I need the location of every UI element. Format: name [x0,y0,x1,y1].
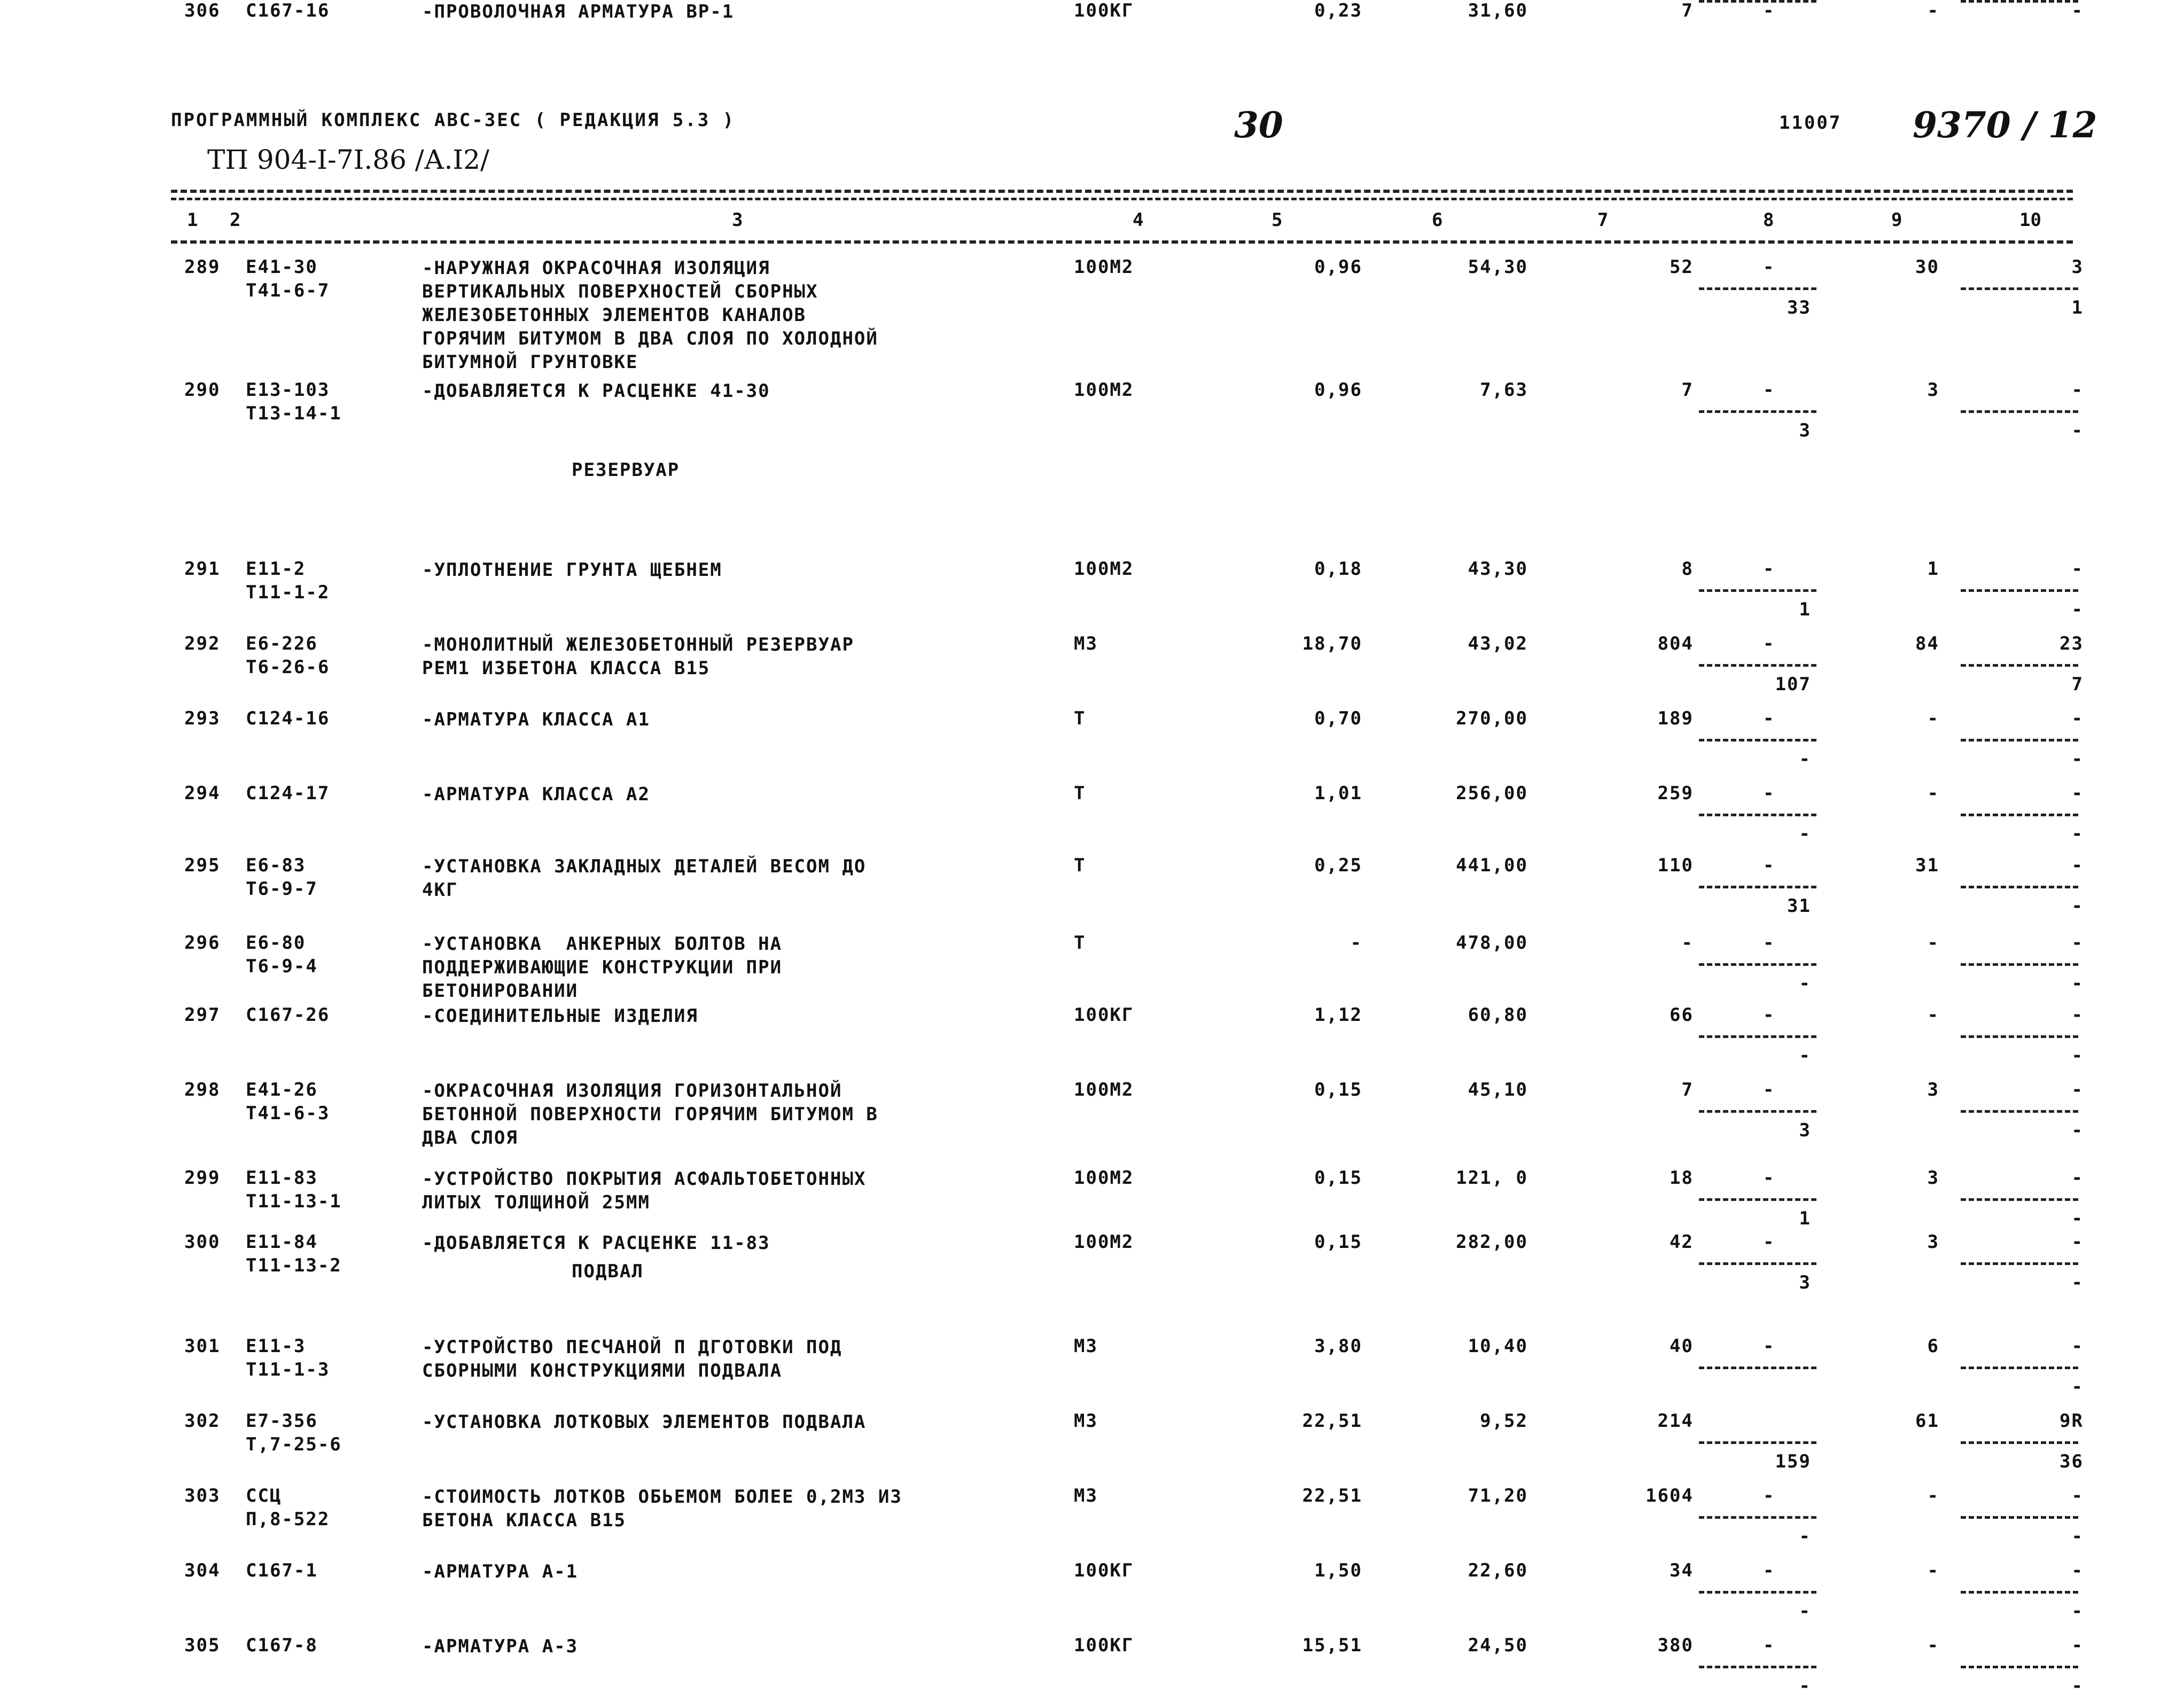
col10-fraction-line [1961,886,2078,888]
rate-code: ССЦ [246,1485,282,1506]
col8-fraction-line [1699,1666,1816,1668]
col8-top: - [1763,708,1775,729]
column-header-1: 1 [187,209,198,231]
unit-price: 45,10 [1468,1079,1528,1100]
row-number: 292 [184,633,221,654]
section-title: РЕЗЕРВУАР [572,459,680,481]
col9-value: 31 [1915,855,1939,876]
col8-fraction-line [1699,589,1816,592]
rate-code-secondary: Т41-6-3 [246,1103,330,1124]
col10-bottom: - [2071,1675,2084,1697]
col9-value: 3 [1927,1231,1939,1253]
col8-bottom: 159 [1775,1451,1811,1472]
quantity: 22,51 [1302,1410,1362,1432]
quantity: 0,15 [1314,1167,1362,1189]
col8-top: - [1763,1079,1775,1100]
col10-bottom: - [2071,1376,2084,1397]
total-cost: 40 [1670,1336,1694,1357]
col10-top: - [2071,1231,2084,1253]
col8-top: - [1763,633,1775,654]
quantity: 15,51 [1302,1635,1362,1656]
col10-top: - [2071,1485,2084,1506]
col9-value: - [1927,708,1939,729]
unit: 100КГ [1074,1635,1134,1656]
row-number: 291 [184,558,221,580]
col8-top: - [1763,0,1775,21]
row-number: 299 [184,1167,221,1189]
column-header-4: 4 [1133,209,1144,231]
unit-price: 7,63 [1480,379,1528,401]
top-divider [171,190,2073,193]
work-description: -СТОИМОСТЬ ЛОТКОВ ОБЬЕМОМ БОЛЕЕ 0,2М3 ИЗ БЕТОНА КЛАССА В15 [422,1486,902,1531]
unit-price: 9,52 [1480,1410,1528,1432]
col10-top: - [2071,1167,2084,1189]
row-number: 295 [184,855,221,876]
row-number: 298 [184,1079,221,1100]
work-description: -ПРОВОЛОЧНАЯ АРМАТУРА ВР-1 [422,1,735,22]
unit-price: 71,20 [1468,1485,1528,1506]
col10-bottom: 36 [2060,1451,2084,1472]
rate-code-secondary: Т,7-25-6 [246,1434,342,1455]
rate-code: Е6-80 [246,932,306,954]
col8-top: - [1763,1635,1775,1656]
col10-bottom: - [2071,748,2084,770]
unit-price: 43,30 [1468,558,1528,580]
total-cost: 18 [1670,1167,1694,1189]
unit: Т [1074,783,1086,804]
col10-fraction-line [1961,1198,2078,1201]
unit: М3 [1074,633,1098,654]
col8-fraction-line [1699,1198,1816,1201]
work-description: -НАРУЖНАЯ ОКРАСОЧНАЯ ИЗОЛЯЦИЯ ВЕРТИКАЛЬНЫХ ПОВЕРХНОСТЕЙ СБОРНЫХ ЖЕЛЕЗОБЕТОННЫХ ЭЛЕМЕНТОВ КАНАЛОВ ГОРЯЧИМ БИТУМОМ В ДВА СЛОЯ ПО ХОЛОДНОЙ БИТУМНОЙ ГРУНТОВКЕ [422,257,878,373]
col9-value: - [1927,783,1939,804]
col8-fraction-line [1699,0,1816,3]
col10-fraction-line [1961,589,2078,592]
col10-top: - [2071,932,2084,954]
col10-top: 3 [2071,256,2084,278]
col10-top: - [2071,783,2084,804]
col10-fraction-line [1961,1516,2078,1519]
quantity: 1,12 [1314,1004,1362,1026]
col10-fraction-line [1961,814,2078,816]
rate-code-secondary: П,8-522 [246,1509,330,1530]
col10-fraction-line [1961,1367,2078,1369]
work-description: -УСТАНОВКА ЛОТКОВЫХ ЭЛЕМЕНТОВ ПОДВАЛА [422,1411,867,1433]
row-number: 300 [184,1231,221,1253]
unit: 100М2 [1074,1079,1134,1100]
rate-code-secondary: Т11-13-1 [246,1191,342,1212]
row-number: 293 [184,708,221,729]
column-header-6: 6 [1432,209,1443,231]
work-description: -АРМАТУРА А-3 [422,1636,579,1657]
quantity: 0,23 [1314,0,1362,21]
rate-code: Е11-3 [246,1336,306,1357]
col8-bottom: - [1799,1526,1811,1547]
col8-bottom: 3 [1799,1272,1811,1293]
col10-top: - [2071,1560,2084,1581]
col8-bottom: 33 [1787,297,1811,318]
top-divider-2 [171,198,2073,200]
rate-code-secondary: Т11-1-3 [246,1359,330,1380]
col10-top: - [2071,1079,2084,1100]
col8-top: - [1763,855,1775,876]
col8-bottom: - [1799,748,1811,770]
col8-top: - [1763,1336,1775,1357]
col10-top: 9R [2060,1410,2084,1432]
col10-top: - [2071,1635,2084,1656]
code-number: 11007 [1779,112,1842,134]
col10-bottom: - [2071,599,2084,620]
work-description: -АРМАТУРА А-1 [422,1561,579,1582]
col8-fraction-line [1699,963,1816,966]
total-cost: 1604 [1645,1485,1694,1506]
unit-price: 60,80 [1468,1004,1528,1026]
col8-bottom: 3 [1799,420,1811,441]
col9-value: 3 [1927,1079,1939,1100]
col9-value: - [1927,1485,1939,1506]
rate-code-secondary: Т11-13-2 [246,1255,342,1276]
col10-bottom: - [2071,1526,2084,1547]
col8-fraction-line [1699,1110,1816,1113]
work-description: -ОКРАСОЧНАЯ ИЗОЛЯЦИЯ ГОРИЗОНТАЛЬНОЙ БЕТОННОЙ ПОВЕРХНОСТИ ГОРЯЧИМ БИТУМОМ В ДВА СЛОЯ [422,1080,878,1149]
column-header-2: 2 [230,209,241,231]
col10-top: - [2071,708,2084,729]
col9-value: - [1927,1004,1939,1026]
col8-bottom: - [1799,823,1811,845]
section-title: ПОДВАЛ [572,1261,644,1282]
col10-bottom: - [2071,823,2084,845]
col10-fraction-line [1961,1262,2078,1265]
total-cost: 7 [1681,379,1694,401]
work-description: -АРМАТУРА КЛАССА А2 [422,784,650,805]
col9-value: 84 [1915,633,1939,654]
col10-fraction-line [1961,664,2078,667]
column-header-5: 5 [1272,209,1283,231]
col8-fraction-line [1699,287,1816,290]
col8-fraction-line [1699,1035,1816,1038]
col10-top: 23 [2060,633,2084,654]
col8-bottom: - [1799,1600,1811,1622]
col9-value: - [1927,1560,1939,1581]
total-cost: 34 [1670,1560,1694,1581]
col8-fraction-line [1699,1516,1816,1519]
col8-top: - [1763,932,1775,954]
col8-bottom: 3 [1799,1120,1811,1141]
unit-price: 282,00 [1456,1231,1528,1253]
unit: М3 [1074,1410,1098,1432]
col9-value: - [1927,0,1939,21]
header-divider [171,240,2073,244]
rate-code: Е7-356 [246,1410,318,1432]
archive-number: 9370 / 12 [1913,104,2097,146]
rate-code: С167-26 [246,1004,330,1026]
col10-fraction-line [1961,1441,2078,1444]
col8-bottom: 107 [1775,674,1811,695]
total-cost: 7 [1681,1079,1694,1100]
quantity: 0,15 [1314,1079,1362,1100]
quantity: 0,96 [1314,256,1362,278]
row-number: 290 [184,379,221,401]
col10-fraction-line [1961,739,2078,741]
col8-top: - [1763,558,1775,580]
total-cost: 66 [1670,1004,1694,1026]
col10-fraction-line [1961,963,2078,966]
col8-top: - [1763,1231,1775,1253]
unit: 100М2 [1074,1231,1134,1253]
program-header: ПРОГРАММНЫЙ КОМПЛЕКС АВС-ЗЕС ( РЕДАКЦИЯ 5.3 ) [171,110,736,131]
col10-fraction-line [1961,1666,2078,1668]
rate-code: С167-16 [246,0,330,21]
rate-code: С167-1 [246,1560,318,1581]
rate-code-secondary: Т11-1-2 [246,582,330,603]
rate-code: С124-17 [246,783,330,804]
work-description: -УСТАНОВКА АНКЕРНЫХ БОЛТОВ НА ПОДДЕРЖИВАЮЩИЕ КОНСТРУКЦИИ ПРИ БЕТОНИРОВАНИИ [422,933,783,1002]
col10-bottom: - [2071,1120,2084,1141]
col10-top: - [2071,855,2084,876]
unit-price: 270,00 [1456,708,1528,729]
col9-value: 6 [1927,1336,1939,1357]
col9-value: 3 [1927,379,1939,401]
quantity: 1,50 [1314,1560,1362,1581]
row-number: 294 [184,783,221,804]
col10-top: - [2071,1004,2084,1026]
rate-code-secondary: Т41-6-7 [246,280,330,301]
total-cost: - [1681,932,1694,954]
rate-code: Е13-103 [246,379,330,401]
rate-code: Е11-2 [246,558,306,580]
col9-value: 1 [1927,558,1939,580]
unit: 100М2 [1074,379,1134,401]
rate-code: Е41-26 [246,1079,318,1100]
col10-top: - [2071,379,2084,401]
col8-bottom: - [1799,1675,1811,1697]
work-description: -ДОБАВЛЯЕТСЯ К РАСЦЕНКЕ 41-30 [422,380,770,402]
row-number: 305 [184,1635,221,1656]
col9-value: - [1927,1635,1939,1656]
quantity: 3,80 [1314,1336,1362,1357]
total-cost: 7 [1681,0,1694,21]
col10-bottom: - [2071,420,2084,441]
work-description: -АРМАТУРА КЛАССА А1 [422,709,650,730]
row-number: 303 [184,1485,221,1506]
quantity: 1,01 [1314,783,1362,804]
work-description: -УПЛОТНЕНИЕ ГРУНТА ЩЕБНЕМ [422,559,722,581]
col10-bottom: - [2071,1272,2084,1293]
project-code: ТП 904-I-7I.86 /А.I2/ [207,144,489,175]
quantity: 22,51 [1302,1485,1362,1506]
unit: Т [1074,932,1086,954]
unit: М3 [1074,1485,1098,1506]
quantity: 18,70 [1302,633,1362,654]
col8-bottom: 31 [1787,895,1811,917]
column-header-9: 9 [1891,209,1902,231]
col10-top: - [2071,1336,2084,1357]
col8-fraction-line [1699,886,1816,888]
unit-price: 441,00 [1456,855,1528,876]
unit: 100М2 [1074,1167,1134,1189]
col10-bottom: 1 [2071,297,2084,318]
page-number: 30 [1234,104,1283,146]
rate-code-secondary: Т13-14-1 [246,403,342,424]
unit: 100КГ [1074,1560,1134,1581]
work-description: -СОЕДИНИТЕЛЬНЫЕ ИЗДЕЛИЯ [422,1005,698,1027]
col9-value: 61 [1915,1410,1939,1432]
total-cost: 380 [1657,1635,1694,1656]
col10-fraction-line [1961,1591,2078,1594]
col10-top: - [2071,0,2084,21]
col8-fraction-line [1699,1441,1816,1444]
col9-value: 30 [1915,256,1939,278]
total-cost: 189 [1657,708,1694,729]
col10-bottom: - [2071,1045,2084,1066]
quantity: 0,18 [1314,558,1362,580]
col8-fraction-line [1699,814,1816,816]
column-header-10: 10 [2019,209,2041,231]
col10-top: - [2071,558,2084,580]
total-cost: 804 [1657,633,1694,654]
unit-price: 31,60 [1468,0,1528,21]
quantity: 0,15 [1314,1231,1362,1253]
rate-code-secondary: Т6-9-4 [246,956,318,977]
col8-fraction-line [1699,739,1816,741]
unit-price: 10,40 [1468,1336,1528,1357]
row-number: 296 [184,932,221,954]
row-number: 297 [184,1004,221,1026]
total-cost: 42 [1670,1231,1694,1253]
col8-fraction-line [1699,410,1816,413]
col8-top: - [1763,379,1775,401]
total-cost: 52 [1670,256,1694,278]
col8-top: - [1763,256,1775,278]
col8-fraction-line [1699,1262,1816,1265]
unit: Т [1074,855,1086,876]
unit: М3 [1074,1336,1098,1357]
unit-price: 22,60 [1468,1560,1528,1581]
col8-fraction-line [1699,1367,1816,1369]
unit: 100М2 [1074,256,1134,278]
unit-price: 43,02 [1468,633,1528,654]
work-description: -ДОБАВЛЯЕТСЯ К РАСЦЕНКЕ 11-83 [422,1232,770,1254]
col10-bottom: - [2071,1208,2084,1229]
work-description: -УСТАНОВКА ЗАКЛАДНЫХ ДЕТАЛЕЙ ВЕСОМ ДО 4КГ [422,856,867,901]
rate-code-secondary: Т6-26-6 [246,657,330,678]
col10-bottom: - [2071,973,2084,994]
col8-fraction-line [1699,1591,1816,1594]
row-number: 289 [184,256,221,278]
col8-bottom: - [1799,1045,1811,1066]
col8-bottom: 1 [1799,1208,1811,1229]
total-cost: 214 [1657,1410,1694,1432]
col10-fraction-line [1961,0,2078,3]
col8-top: - [1763,1167,1775,1189]
col10-bottom: - [2071,895,2084,917]
col10-bottom: 7 [2071,674,2084,695]
col10-fraction-line [1961,1110,2078,1113]
total-cost: 110 [1657,855,1694,876]
work-description: -МОНОЛИТНЫЙ ЖЕЛЕЗОБЕТОННЫЙ РЕЗЕРВУАР РЕМ1 ИЗБЕТОНА КЛАССА В15 [422,634,854,679]
row-number: 306 [184,0,221,21]
col9-value: 3 [1927,1167,1939,1189]
col8-bottom: - [1799,973,1811,994]
quantity: 0,25 [1314,855,1362,876]
column-header-8: 8 [1763,209,1774,231]
rate-code-secondary: Т6-9-7 [246,878,318,900]
work-description: -УСТРОЙСТВО ПОКРЫТИЯ АСФАЛЬТОБЕТОННЫХ ЛИТЫХ ТОЛЩИНОЙ 25ММ [422,1168,867,1213]
quantity: 0,96 [1314,379,1362,401]
total-cost: 8 [1681,558,1694,580]
col8-top: - [1763,1004,1775,1026]
unit: 100М2 [1074,558,1134,580]
row-number: 304 [184,1560,221,1581]
col9-value: - [1927,932,1939,954]
col10-bottom: - [2071,1600,2084,1622]
col8-fraction-line [1699,664,1816,667]
unit-price: 54,30 [1468,256,1528,278]
work-description: -УСТРОЙСТВО ПЕСЧАНОЙ П ДГОТОВКИ ПОД СБОРНЫМИ КОНСТРУКЦИЯМИ ПОДВАЛА [422,1337,843,1381]
unit-price: 478,00 [1456,932,1528,954]
unit-price: 256,00 [1456,783,1528,804]
col8-top: - [1763,783,1775,804]
rate-code: Е11-83 [246,1167,318,1189]
col8-bottom: 1 [1799,599,1811,620]
rate-code: Е6-226 [246,633,318,654]
quantity: - [1350,932,1362,954]
unit: Т [1074,708,1086,729]
rate-code: С167-8 [246,1635,318,1656]
rate-code: Е6-83 [246,855,306,876]
unit: 100КГ [1074,1004,1134,1026]
col10-fraction-line [1961,287,2078,290]
unit: 100КГ [1074,0,1134,21]
col10-fraction-line [1961,410,2078,413]
col8-top: - [1763,1485,1775,1506]
rate-code: С124-16 [246,708,330,729]
unit-price: 24,50 [1468,1635,1528,1656]
quantity: 0,70 [1314,708,1362,729]
row-number: 301 [184,1336,221,1357]
row-number: 302 [184,1410,221,1432]
column-header-7: 7 [1597,209,1609,231]
col8-top: - [1763,1560,1775,1581]
rate-code: Е11-84 [246,1231,318,1253]
column-header-3: 3 [732,209,743,231]
total-cost: 259 [1657,783,1694,804]
unit-price: 121, 0 [1456,1167,1528,1189]
rate-code: Е41-30 [246,256,318,278]
col10-fraction-line [1961,1035,2078,1038]
